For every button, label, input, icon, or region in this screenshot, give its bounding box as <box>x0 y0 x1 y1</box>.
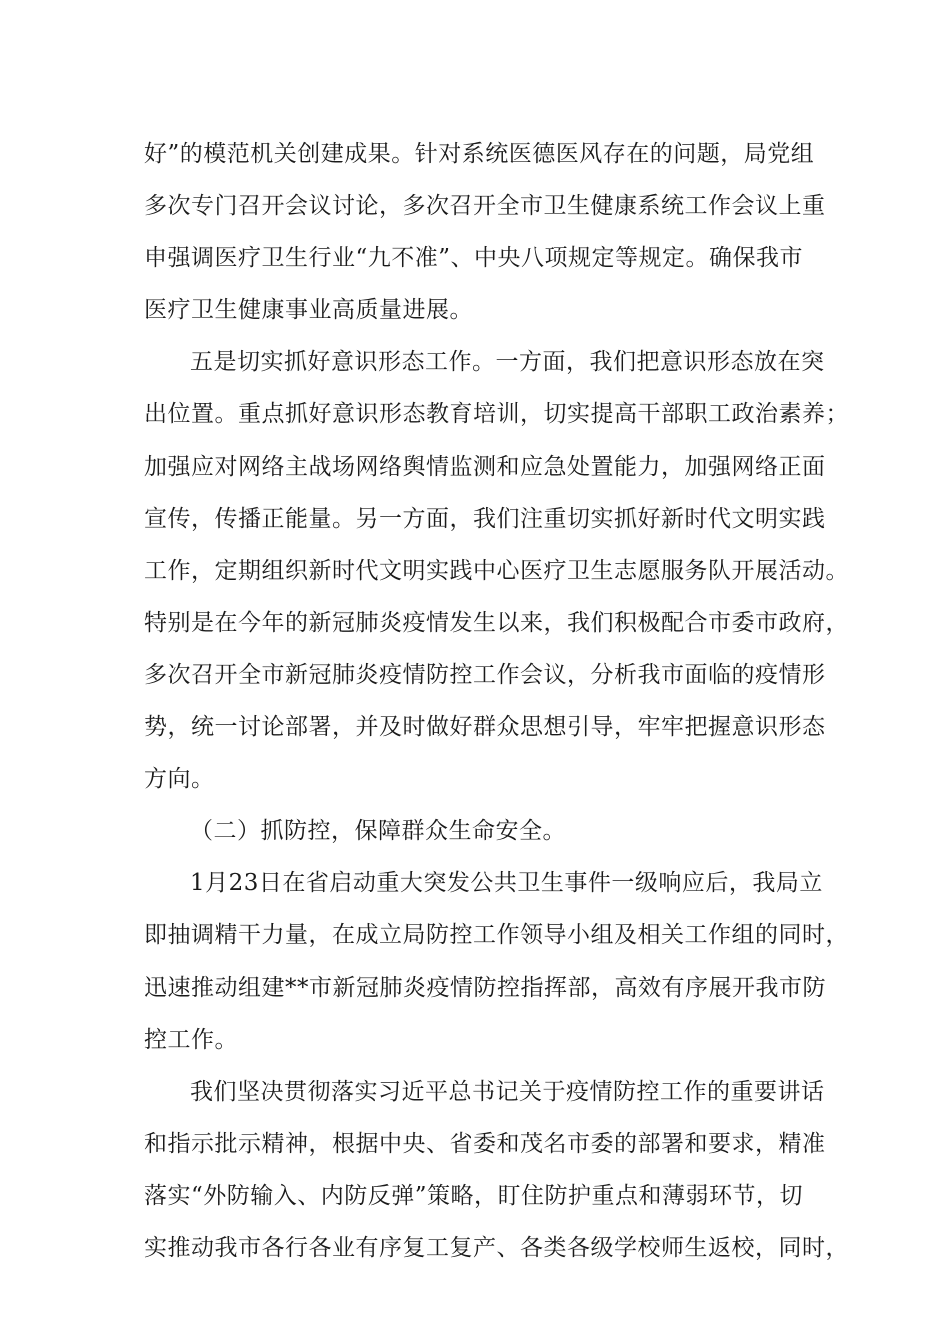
paragraph-start-line: 五是切实抓好意识形态工作。一方面，我们把意识形态放在突 <box>190 349 825 376</box>
paragraph-start-line: 1月23日在省启动重大突发公共卫生事件一级响应后，我局立 <box>190 870 823 897</box>
text-line: 申强调医疗卫生行业“九不准”、中央八项规定等规定。确保我市 <box>144 245 804 272</box>
text-line: 方向。 <box>144 766 215 793</box>
text-line: 多次召开全市新冠肺炎疫情防控工作会议，分析我市面临的疫情形 <box>144 661 826 688</box>
text-line: 和指示批示精神，根据中央、省委和茂名市委的部署和要求，精准 <box>144 1130 826 1157</box>
text-line: 特别是在今年的新冠肺炎疫情发生以来，我们积极配合市委市政府， <box>144 609 849 636</box>
text-line: 多次专门召开会议讨论，多次召开全市卫生健康系统工作会议上重 <box>144 193 826 220</box>
text-line: 控工作。 <box>144 1026 238 1053</box>
text-line: 出位置。重点抓好意识形态教育培训，切实提高干部职工政治素养； <box>144 401 849 428</box>
paragraph-start-line: 我们坚决贯彻落实习近平总书记关于疫情防控工作的重要讲话 <box>190 1078 825 1105</box>
text-line: 势，统一讨论部署，并及时做好群众思想引导，牢牢把握意识形态 <box>144 714 826 741</box>
text-line: 实推动我市各行各业有序复工复产、各类各级学校师生返校，同时， <box>144 1234 849 1261</box>
text-line: 工作，定期组织新时代文明实践中心医疗卫生志愿服务队开展活动。 <box>144 557 849 584</box>
text-line: 加强应对网络主战场网络舆情监测和应急处置能力，加强网络正面 <box>144 453 826 480</box>
text-line: 医疗卫生健康事业高质量进展。 <box>144 297 473 324</box>
text-line: 宣传，传播正能量。另一方面，我们注重切实抓好新时代文明实践 <box>144 505 826 532</box>
section-heading: （二）抓防控，保障群众生命安全。 <box>190 818 566 845</box>
text-line: 迅速推动组建**市新冠肺炎疫情防控指挥部，高效有序展开我市防 <box>144 974 826 1001</box>
text-line: 落实“外防输入、内防反弹”策略，盯住防护重点和薄弱环节，切 <box>144 1182 804 1209</box>
text-line: 即抽调精干力量，在成立局防控工作领导小组及相关工作组的同时， <box>144 922 849 949</box>
body-text <box>144 128 849 1274</box>
text-line: 好”的模范机关创建成果。针对系统医德医风存在的问题，局党组 <box>144 141 815 167</box>
